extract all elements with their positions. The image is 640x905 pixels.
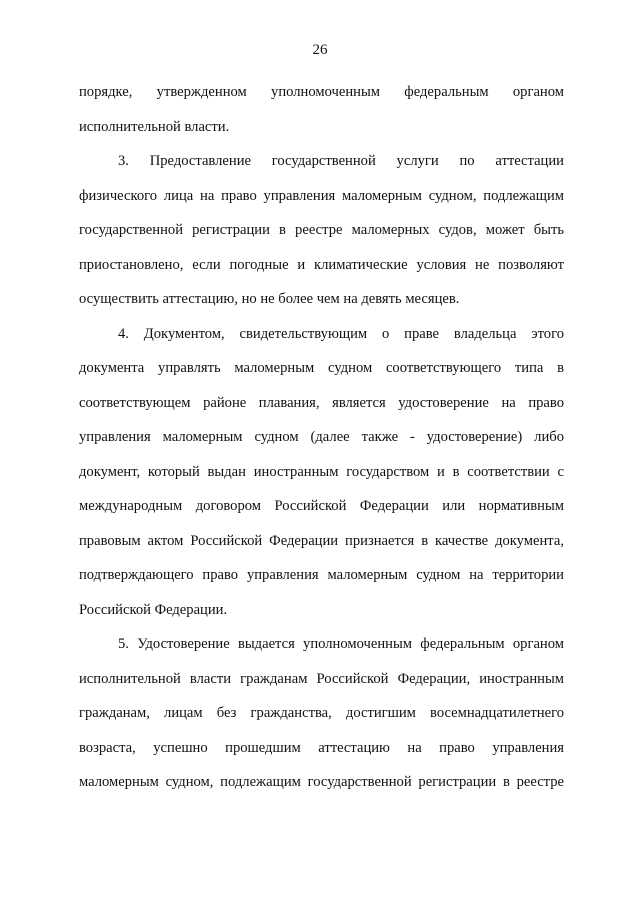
document-body: [79, 75, 564, 800]
paragraph: [79, 627, 564, 800]
paragraph: [79, 144, 564, 317]
text-line: Российской Федерации.: [79, 601, 228, 618]
text-line: 4. Документом, свидетельствующим о праве владельца этого: [118, 325, 564, 342]
text-line: государственной регистрации в реестре маломерных судов, может быть: [79, 222, 564, 238]
text-line: возраста, успешно прошедшим аттестацию на право управления: [79, 739, 564, 756]
text-line: порядке, утвержденном уполномоченным федеральным органом: [79, 84, 564, 100]
text-line: подтверждающего право управления маломерным судном на территории: [79, 567, 564, 583]
page-number: 26: [312, 42, 328, 58]
text-line: управления маломерным судном (далее также - удостоверение) либо: [79, 429, 564, 445]
paragraph: [79, 75, 564, 144]
text-line: физического лица на право управления маломерным судном, подлежащим: [79, 187, 564, 204]
text-line: 3. Предоставление государственной услуги по аттестации: [118, 153, 564, 169]
text-line: маломерным судном, подлежащим государственной регистрации в реестре: [79, 774, 564, 790]
text-line: международным договором Российской Федерации или нормативным: [79, 498, 564, 514]
paragraph: [79, 317, 564, 628]
text-line: 5. Удостоверение выдается уполномоченным федеральным органом: [118, 636, 564, 652]
text-line: документ, который выдан иностранным государством и в соответствии с: [79, 463, 564, 480]
text-line: исполнительной власти.: [79, 118, 230, 135]
text-line: соответствующем районе плавания, является удостоверение на право: [79, 394, 564, 411]
text-line: осуществить аттестацию, но не более чем на девять месяцев.: [79, 291, 460, 307]
text-line: исполнительной власти гражданам Российской Федерации, иностранным: [79, 670, 564, 687]
text-line: гражданам, лицам без гражданства, достигшим восемнадцатилетнего: [79, 705, 564, 721]
text-line: правовым актом Российской Федерации признается в качестве документа,: [79, 532, 564, 549]
text-line: документа управлять маломерным судном соответствующего типа в: [79, 360, 564, 376]
text-line: приостановлено, если погодные и климатические условия не позволяют: [79, 256, 564, 273]
